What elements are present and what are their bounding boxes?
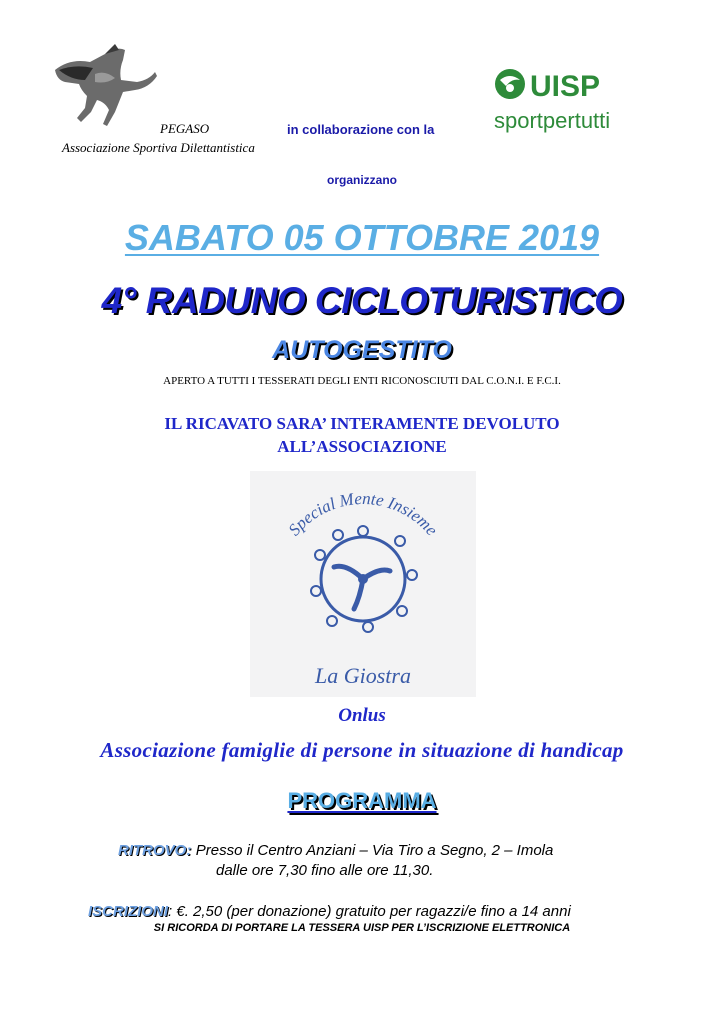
onlus-label: Onlus [338,705,386,726]
la-giostra-logo [250,471,476,697]
pegaso-horse-logo [45,40,160,130]
iscrizioni-line [88,903,571,921]
event-date: SABATO 05 OTTOBRE 2019 [124,217,600,258]
organize-text [0,173,724,187]
logo-arc-text: Special Mente Insieme [284,488,442,540]
uisp-tagline: sportpertutti [494,108,611,133]
program-heading: PROGRAMMA [287,788,437,813]
proceeds-line-1: IL RICAVATO SARA’ INTERAMENTE DEVOLUTO [164,414,560,433]
event-title: 4° RADUNO CICLOTURISTICO [101,280,623,321]
uisp-name: UISP [530,70,601,103]
iscrizioni-text: : €. 2,50 (per donazione) gratuito per ragazzi/e fino a 14 anni [168,903,571,920]
ritrovo-hours: dalle ore 7,30 fino alle ore 11,30. [216,862,434,879]
collaboration-text: in collaborazione con la [287,122,435,137]
pegaso-name: PEGASO [160,121,210,136]
reminder-note: SI RICORDA DI PORTARE LA TESSERA UISP PER L’ISCRIZIONE ELETTRONICA [153,922,571,934]
eligibility-note: APERTO A TUTTI I TESSERATI DEGLI ENTI RICONOSCIUTI DAL C.O.N.I. E F.C.I. [163,375,561,387]
organize-label: organizzano [326,173,397,187]
logo-name: La Giostra [315,663,411,688]
association-description: Associazione famiglie di persone in situazione di handicap [100,738,624,762]
proceeds-line-2: ALL’ASSOCIAZIONE [277,437,447,456]
ritrovo-line [118,842,553,860]
ritrovo-text: Presso il Centro Anziani – Via Tiro a Segno, 2 – Imola [195,842,554,859]
uisp-logo [488,66,638,136]
iscrizioni-label: ISCRIZIONI [88,903,169,920]
event-subtitle: AUTOGESTITO [272,336,452,364]
ritrovo-label: RITROVO: [118,842,192,859]
pegaso-association: Associazione Sportiva Dilettantistica [62,140,255,155]
